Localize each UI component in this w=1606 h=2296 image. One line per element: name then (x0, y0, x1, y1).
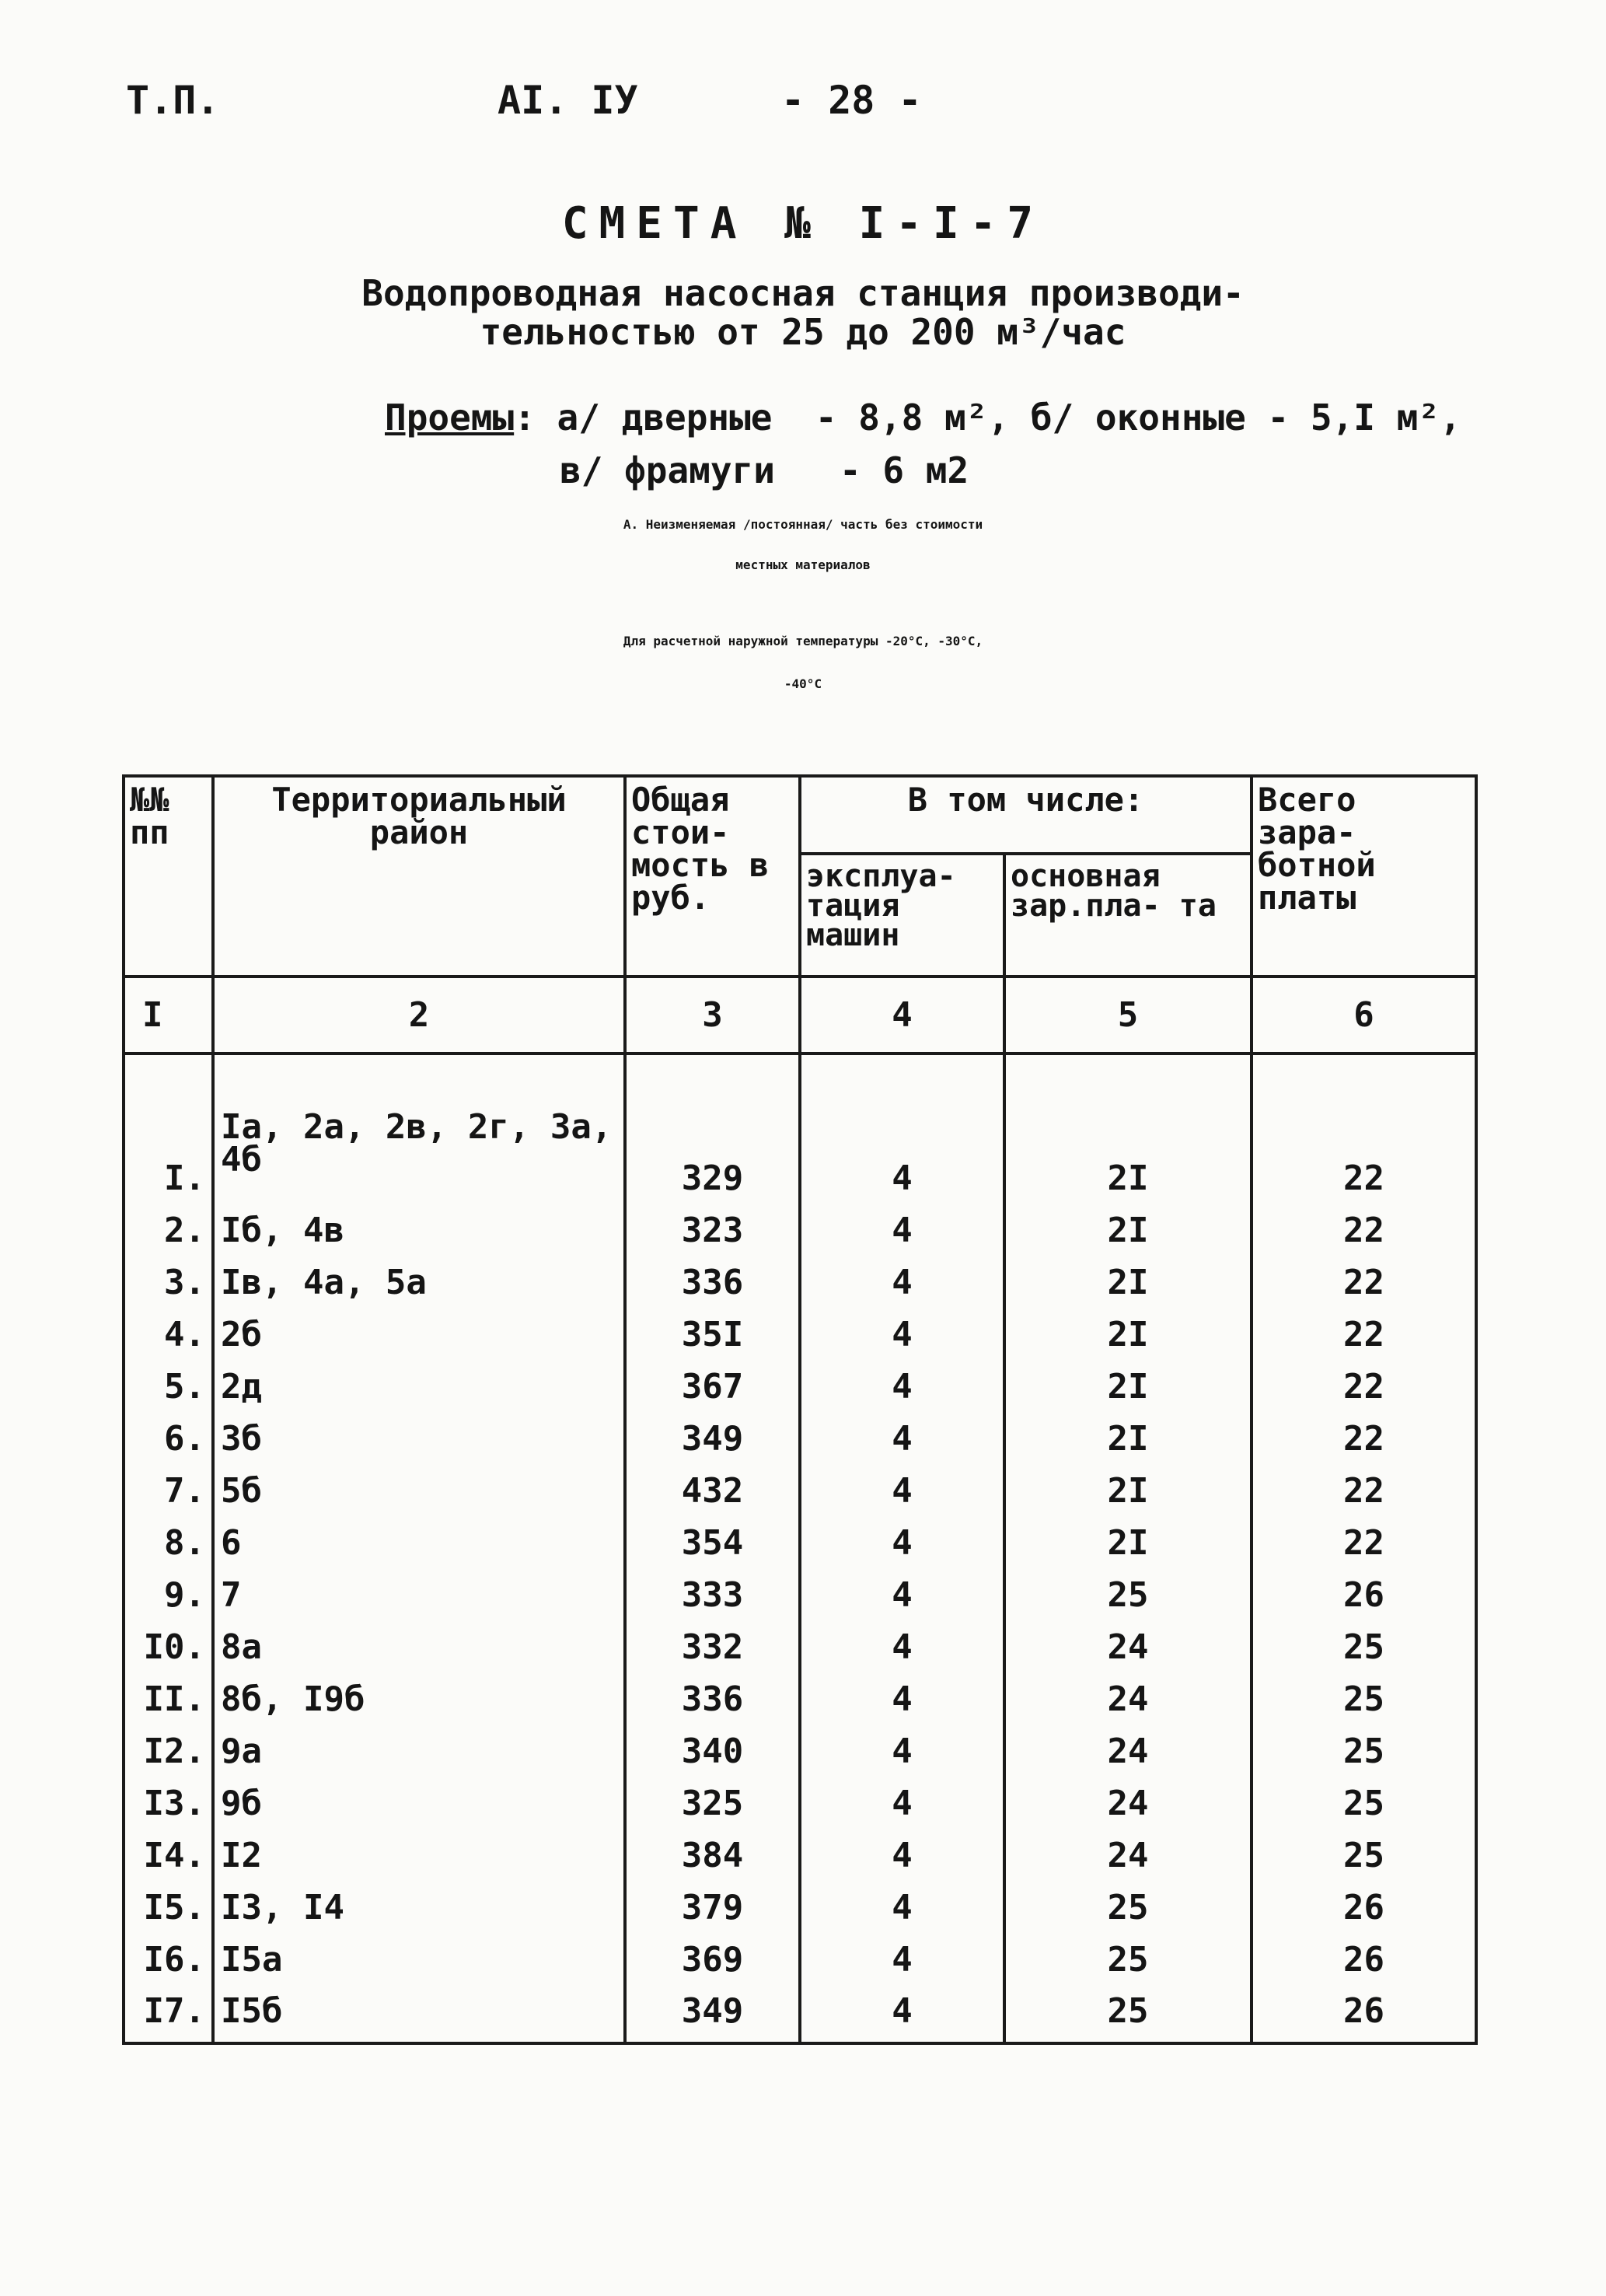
row-region: 9а (213, 1719, 625, 1771)
row-region: I5б (213, 1980, 625, 2043)
row-wages: 25 (1004, 1875, 1252, 1927)
row-wages: 2I (1004, 1459, 1252, 1511)
row-machines: 4 (800, 1459, 1004, 1511)
row-region: Iв, 4а, 5а (213, 1250, 625, 1302)
openings-line-1 (385, 397, 1461, 439)
row-total-wages: 22 (1252, 1250, 1476, 1302)
row-machines: 4 (800, 1080, 1004, 1198)
row-number: I7. (124, 1980, 213, 2043)
row-number: I0. (124, 1615, 213, 1667)
row-wages: 2I (1004, 1250, 1252, 1302)
table-row (124, 1823, 1476, 1875)
row-region: 2д (213, 1354, 625, 1407)
row-machines: 4 (800, 1719, 1004, 1771)
row-total-cost: 35I (625, 1302, 800, 1354)
row-number: 3. (124, 1250, 213, 1302)
colnum-6: 6 (1252, 977, 1476, 1054)
row-machines: 4 (800, 1875, 1004, 1927)
row-machines: 4 (800, 1354, 1004, 1407)
row-total-cost: 349 (625, 1980, 800, 2043)
row-total-wages: 22 (1252, 1080, 1476, 1198)
subtitle-line-1: Водопроводная насосная станция производи- (361, 272, 1245, 314)
document-title: СМЕТА № I-I-7 (561, 198, 1045, 249)
row-region: 8а (213, 1615, 625, 1667)
row-region: Iа, 2а, 2в, 2г, 3а, 4б (213, 1080, 625, 1198)
row-region: I2 (213, 1823, 625, 1875)
table-row (124, 1927, 1476, 1980)
row-number: 2. (124, 1198, 213, 1250)
row-machines: 4 (800, 1563, 1004, 1615)
row-machines: 4 (800, 1302, 1004, 1354)
row-region: 2б (213, 1302, 625, 1354)
row-number: I3. (124, 1771, 213, 1823)
row-wages: 25 (1004, 1563, 1252, 1615)
row-machines: 4 (800, 1667, 1004, 1719)
table-row (124, 1407, 1476, 1459)
row-region: 6 (213, 1511, 625, 1563)
part-a-line-2: местных материалов (735, 557, 871, 572)
row-total-wages: 26 (1252, 1563, 1476, 1615)
row-total-wages: 22 (1252, 1198, 1476, 1250)
row-number: II. (124, 1667, 213, 1719)
row-wages: 2I (1004, 1354, 1252, 1407)
header-total-cost: Общая стои- мость в руб. (625, 776, 800, 977)
row-number: I. (124, 1080, 213, 1198)
row-number: I6. (124, 1927, 213, 1980)
colnum-4: 4 (800, 977, 1004, 1054)
row-total-cost: 336 (625, 1250, 800, 1302)
row-total-wages: 25 (1252, 1771, 1476, 1823)
row-wages: 24 (1004, 1719, 1252, 1771)
row-total-wages: 26 (1252, 1980, 1476, 2043)
row-wages: 2I (1004, 1511, 1252, 1563)
openings-line-2: в/ фрамуги - 6 м2 (560, 449, 969, 491)
estimate-table (122, 774, 1478, 2045)
table-row (124, 1198, 1476, 1250)
table-row (124, 1980, 1476, 2043)
row-total-cost: 432 (625, 1459, 800, 1511)
colnum-3: 3 (625, 977, 800, 1054)
row-total-cost: 354 (625, 1511, 800, 1563)
table-row (124, 1511, 1476, 1563)
doc-code-left: Т.П. (126, 78, 220, 123)
row-number: I4. (124, 1823, 213, 1875)
row-machines: 4 (800, 1615, 1004, 1667)
row-machines: 4 (800, 1407, 1004, 1459)
row-total-wages: 22 (1252, 1407, 1476, 1459)
row-total-wages: 26 (1252, 1927, 1476, 1980)
row-total-cost: 332 (625, 1615, 800, 1667)
page-number: - 28 - (781, 78, 922, 123)
subtitle-line-2: тельностью от 25 до 200 м³/час (480, 311, 1126, 353)
row-region: Iб, 4в (213, 1198, 625, 1250)
row-machines: 4 (800, 1823, 1004, 1875)
row-total-cost: 379 (625, 1875, 800, 1927)
table-row (124, 1459, 1476, 1511)
row-total-wages: 25 (1252, 1719, 1476, 1771)
row-number: I5. (124, 1875, 213, 1927)
header-machines: эксплуа- тация машин (800, 854, 1004, 977)
openings-values-1: : а/ дверные - 8,8 м², б/ оконные - 5,I м², (514, 397, 1461, 439)
row-total-cost: 367 (625, 1354, 800, 1407)
row-number: I2. (124, 1719, 213, 1771)
row-wages: 2I (1004, 1302, 1252, 1354)
row-number: 4. (124, 1302, 213, 1354)
temperature-line-2: -40°С (784, 676, 822, 691)
header-wages: основная зар.пла- та (1004, 854, 1252, 977)
row-wages: 2I (1004, 1080, 1252, 1198)
row-region: 3б (213, 1407, 625, 1459)
table-row (124, 1302, 1476, 1354)
colnum-1: I (124, 977, 213, 1054)
row-total-cost: 384 (625, 1823, 800, 1875)
table-row (124, 1719, 1476, 1771)
row-region: I5а (213, 1927, 625, 1980)
row-wages: 24 (1004, 1667, 1252, 1719)
row-wages: 2I (1004, 1198, 1252, 1250)
row-region: 7 (213, 1563, 625, 1615)
row-total-wages: 25 (1252, 1667, 1476, 1719)
row-machines: 4 (800, 1927, 1004, 1980)
row-total-cost: 336 (625, 1667, 800, 1719)
row-total-cost: 329 (625, 1080, 800, 1198)
table-row (124, 1563, 1476, 1615)
row-wages: 24 (1004, 1615, 1252, 1667)
table-row (124, 1667, 1476, 1719)
doc-code-album: АI. IУ (498, 78, 638, 123)
row-machines: 4 (800, 1980, 1004, 2043)
row-total-cost: 333 (625, 1563, 800, 1615)
table-row (124, 1354, 1476, 1407)
temperature-line-1: Для расчетной наружной температуры -20°С, -30°С, (623, 634, 983, 648)
row-total-wages: 26 (1252, 1875, 1476, 1927)
table-row (124, 1615, 1476, 1667)
colnum-5: 5 (1004, 977, 1252, 1054)
row-wages: 25 (1004, 1927, 1252, 1980)
row-total-wages: 22 (1252, 1354, 1476, 1407)
row-total-cost: 323 (625, 1198, 800, 1250)
row-total-wages: 22 (1252, 1302, 1476, 1354)
row-total-wages: 22 (1252, 1459, 1476, 1511)
row-number: 8. (124, 1511, 213, 1563)
row-total-cost: 349 (625, 1407, 800, 1459)
row-wages: 24 (1004, 1771, 1252, 1823)
table-row (124, 1771, 1476, 1823)
row-number: 5. (124, 1354, 213, 1407)
row-machines: 4 (800, 1511, 1004, 1563)
row-total-wages: 25 (1252, 1615, 1476, 1667)
row-machines: 4 (800, 1198, 1004, 1250)
row-region: 5б (213, 1459, 625, 1511)
row-region: I3, I4 (213, 1875, 625, 1927)
row-number: 6. (124, 1407, 213, 1459)
table-row (124, 1080, 1476, 1198)
row-machines: 4 (800, 1250, 1004, 1302)
row-machines: 4 (800, 1771, 1004, 1823)
header-total-wages: Всего зара- ботной платы (1252, 776, 1476, 977)
row-wages: 25 (1004, 1980, 1252, 2043)
header-region: Территориальный район (213, 776, 625, 977)
row-total-wages: 25 (1252, 1823, 1476, 1875)
row-number: 9. (124, 1563, 213, 1615)
header-num: №№ пп (124, 776, 213, 977)
row-total-cost: 340 (625, 1719, 800, 1771)
row-region: 9б (213, 1771, 625, 1823)
row-region: 8б, I9б (213, 1667, 625, 1719)
row-total-cost: 369 (625, 1927, 800, 1980)
row-number: 7. (124, 1459, 213, 1511)
table-row (124, 1250, 1476, 1302)
table-row (124, 1875, 1476, 1927)
colnum-2: 2 (213, 977, 625, 1054)
openings-label: Проемы (385, 397, 515, 439)
row-total-wages: 22 (1252, 1511, 1476, 1563)
row-wages: 2I (1004, 1407, 1252, 1459)
part-a-line-1: А. Неизменяемая /постоянная/ часть без стоимости (623, 517, 983, 532)
row-total-cost: 325 (625, 1771, 800, 1823)
header-including: В том числе: (800, 776, 1252, 854)
row-wages: 24 (1004, 1823, 1252, 1875)
